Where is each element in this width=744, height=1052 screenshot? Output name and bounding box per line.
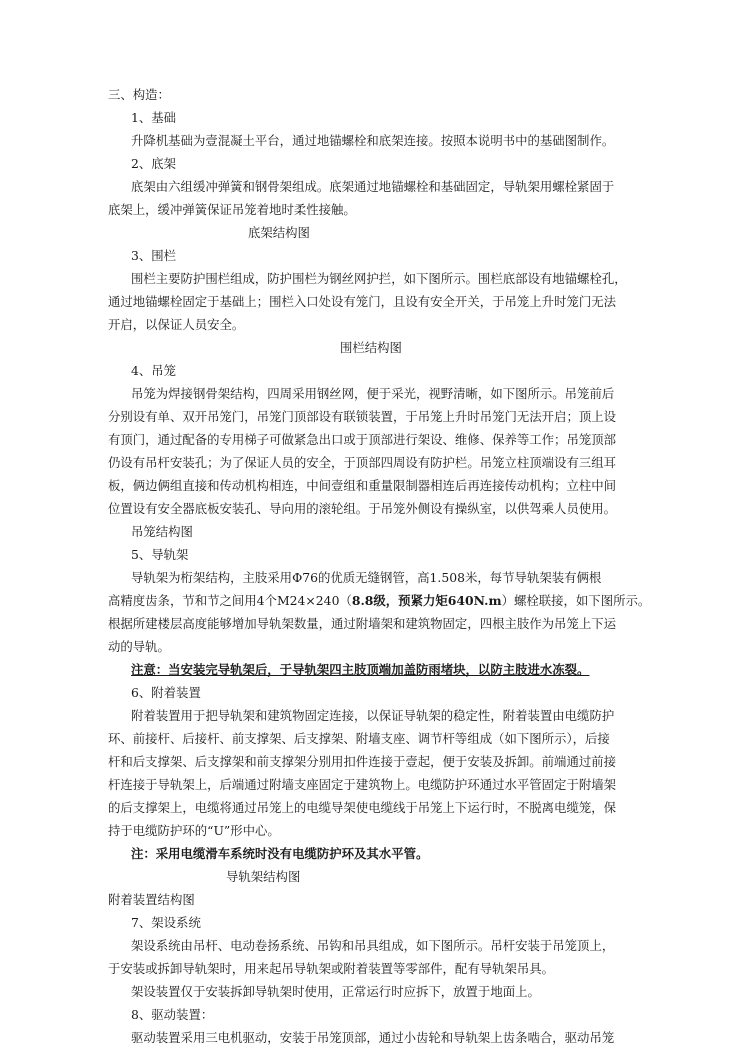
s7-title: 7、架设系统 <box>131 915 201 930</box>
s3-line: 开启，以保证人员安全。 <box>108 317 245 332</box>
s7-line: 于安装或拆卸导轨架时，用来起吊导轨架或附着装置等零部件，配有导轨架吊具。 <box>108 961 555 976</box>
s4-title: 4、吊笼 <box>131 363 177 378</box>
s4-line: 板，俩边俩组直接和传动机构相连，中间壹组和重量限制器相连后再连接传动机构；立柱中间 <box>108 478 617 493</box>
s6-caption-rail: 导轨架结构图 <box>226 869 301 884</box>
s6-line: 附着装置用于把导轨架和建筑物固定连接，以保证导轨架的稳定性，附着装置由电缆防护 <box>131 708 615 723</box>
s6-note: 注：采用电缆滑车系统时没有电缆防护环及其水平管。 <box>131 846 429 861</box>
s5-note: 注意：当安装完导轨架后，于导轨架四主肢顶端加盖防雨堵块，以防主肢进水冻裂。 <box>131 662 590 677</box>
s2-line: 底架上，缓冲弹簧保证吊笼着地时柔性接触。 <box>108 202 356 217</box>
s4-line: 吊笼为焊接钢骨架结构，四周采用钢丝网，便于采光，视野清晰，如下图所示。吊笼前后 <box>131 386 615 401</box>
s5-line2-bold: 8.8级，预紧力矩640N.m <box>351 593 502 608</box>
s6-line: 的后支撑架上，电缆将通过吊笼上的电缆导架使电缆线于吊笼上下运行时，不脱离电缆笼，保 <box>108 800 617 815</box>
s6-line: 杆和后支撑架、后支撑架和前支撑架分别用扣件连接于壹起，便于安装及拆卸。前端通过前接 <box>108 754 617 769</box>
s5-line: 根据所建楼层高度能够增加导轨架数量，通过附墙架和建筑物固定，四根主肢作为吊笼上下运 <box>108 616 617 631</box>
s5-line2-text-end: ）螺栓联接，如下图所示。 <box>501 593 651 608</box>
section-heading: 三、构造： <box>108 87 170 102</box>
s4-line: 有顶门，通过配备的专用梯子可做紧急出口或于顶部进行架设、维修、保养等工作；吊笼顶部 <box>108 432 617 447</box>
s4-line: 分别设有单、双开吊笼门，吊笼门顶部设有联锁装置，于吊笼上升时吊笼门无法开启；顶上设 <box>108 409 617 424</box>
s4-caption: 吊笼结构图 <box>131 524 193 539</box>
s2-line: 底架由六组缓冲弹簧和钢骨架组成。底架通过地锚螺栓和基础固定，导轨架用螺栓紧固于 <box>131 179 615 194</box>
s5-line2-text: 高精度齿条，节和节之间用4个M24×240（ <box>108 593 352 608</box>
s8-title: 8、驱动装置： <box>131 1007 214 1022</box>
s5-line-mixed <box>108 593 650 609</box>
s7-paragraph: 架设装置仅于安装拆卸导轨架时使用，正常运行时应拆下，放置于地面上。 <box>131 984 540 999</box>
s4-line: 仍设有吊杆安装孔；为了保证人员的安全，于顶部四周设有防护栏。吊笼立柱顶端设有三组耳 <box>108 455 617 470</box>
s3-line: 通过地锚螺栓固定于基础上；围栏入口处设有笼门，且设有安全开关，于吊笼上升时笼门无法 <box>108 294 617 309</box>
s4-line: 位置设有安全器底板安装孔、导向用的滚轮组。于吊笼外侧设有操纵室，以供驾乘人员使用。 <box>108 501 617 516</box>
s1-paragraph: 升降机基础为壹混凝土平台，通过地锚螺栓和底架连接。按照本说明书中的基础图制作。 <box>131 133 615 148</box>
s3-line: 围栏主要防护围栏组成，防护围栏为钢丝网护拦，如下图所示。围栏底部设有地锚螺栓孔， <box>131 271 627 286</box>
s5-title: 5、导轨架 <box>131 547 189 562</box>
s3-title: 3、围栏 <box>131 248 177 263</box>
s6-line: 持于电缆防护环的“U”形中心。 <box>108 823 280 838</box>
s2-caption: 底架结构图 <box>248 225 310 240</box>
s8-line: 驱动装置采用三电机驱动，安装于吊笼顶部，通过小齿轮和导轨架上齿条啮合，驱动吊笼 <box>131 1030 615 1045</box>
s5-line: 动的导轨。 <box>108 639 170 654</box>
s6-caption-attach: 附着装置结构图 <box>108 892 195 907</box>
s6-line: 环、前接杆、后接杆、前支撑架、后支撑架、附墙支座、调节杆等组成（如下图所示），后接 <box>108 731 610 746</box>
s2-title: 2、底架 <box>131 156 177 171</box>
s1-title: 1、基础 <box>131 110 177 125</box>
s6-title: 6、附着装置 <box>131 685 201 700</box>
s6-line: 杆连接于导轨架上，后端通过附墙支座固定于建筑物上。电缆防护环通过水平管固定于附墙架 <box>108 777 617 792</box>
s5-line: 导轨架为桁架结构，主肢采用Φ76的优质无缝钢管，高1.508米，每节导轨架装有俩根 <box>131 570 602 585</box>
s3-caption: 围栏结构图 <box>340 340 402 355</box>
s7-line: 架设系统由吊杆、电动卷扬系统、吊钩和吊具组成，如下图所示。吊杆安装于吊笼顶上， <box>131 938 615 953</box>
